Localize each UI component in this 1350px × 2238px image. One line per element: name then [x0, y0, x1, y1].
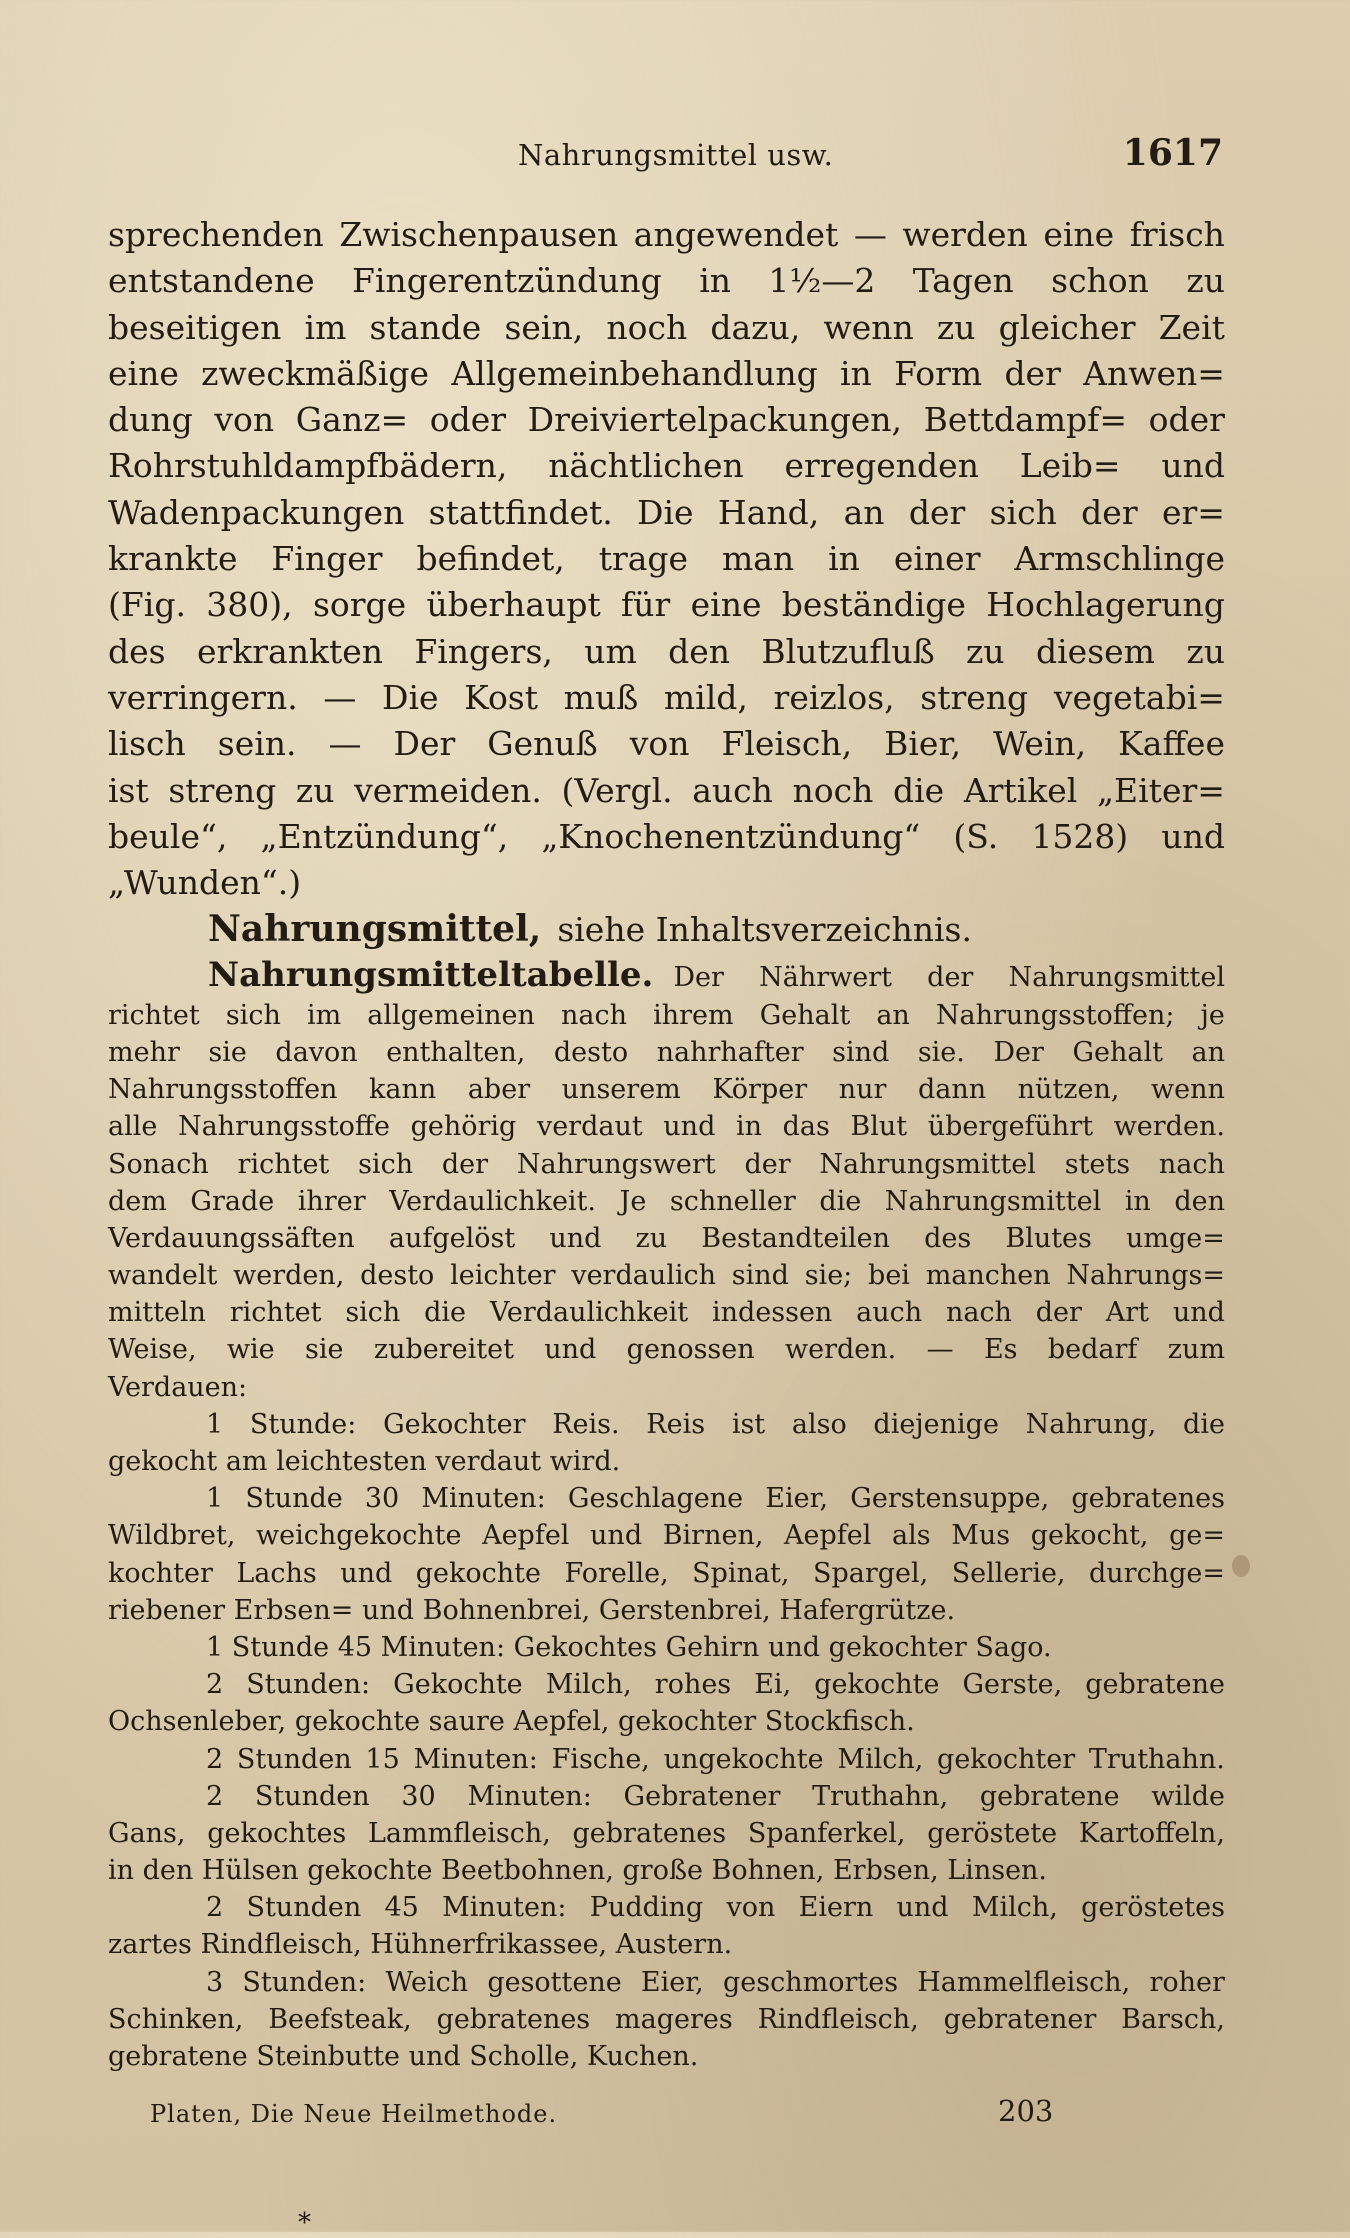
digestion-entry-cont: riebener Erbsen= und Bohnenbrei, Gerstenbrei, Hafergrütze.: [108, 1594, 956, 1626]
text-line: Sonach richtet sich der Nahrungswert der Nahrungsmittel stets nach: [108, 1148, 1225, 1180]
body-text: [108, 212, 1225, 2075]
text-line: „Wunden“.): [108, 863, 302, 903]
text-line: Weise, wie sie zubereitet und genossen werden. — Es bedarf zum: [108, 1334, 1225, 1366]
text-line: beule“, „Entzündung“, „Knochenentzündung“ (S. 1528) und: [108, 816, 1225, 856]
text-line: dung von Ganz= oder Dreiviertelpackungen, Bettdampf= oder: [108, 400, 1225, 440]
text-line: mitteln richtet sich die Verdaulichkeit indessen auch nach der Art und: [108, 1297, 1225, 1329]
entry-first-line: Der Nährwert der Nahrungsmittel: [673, 961, 1225, 993]
text-line: ist streng zu vermeiden. (Vergl. auch noch die Artikel „Eiter=: [108, 770, 1225, 810]
entry-text: siehe Inhaltsverzeichnis.: [557, 910, 972, 950]
text-line: eine zweckmäßige Allgemeinbehandlung in Form der Anwen=: [108, 353, 1225, 393]
text-line: Nahrungsstoffen kann aber unserem Körper nur dann nützen, wenn: [108, 1074, 1225, 1106]
entry-headword: Nahrungsmitteltabelle.: [208, 954, 654, 995]
digestion-entry-cont: Gans, gekochtes Lammfleisch, gebratenes Spanferkel, geröstete Kartoffeln,: [108, 1817, 1225, 1849]
running-title: Nahrungsmittel usw.: [518, 138, 834, 172]
digestion-entry-first: 2 Stunden 45 Minuten: Pudding von Eiern und Milch, geröstetes: [206, 1892, 1225, 1924]
text-line: Wadenpackungen stattfindet. Die Hand, an der sich der er=: [108, 492, 1225, 532]
paper-stain: [1232, 1555, 1250, 1577]
paragraph-fingerentzuendung: [108, 212, 1225, 953]
text-line: krankte Finger befindet, trage man in einer Armschlinge: [108, 539, 1225, 579]
digestion-entry-cont: gebratene Steinbutte und Scholle, Kuchen.: [108, 2041, 699, 2072]
text-line: verringern. — Die Kost muß mild, reizlos, streng vegetabi=: [108, 677, 1225, 717]
text-line: sprechenden Zwischenpausen angewendet — werden eine frisch: [108, 215, 1225, 254]
entry-nahrungsmittel: [108, 906, 1225, 952]
sheet-number: 203: [998, 2094, 1054, 2128]
text-line: beseitigen im stande sein, noch dazu, wenn zu gleicher Zeit: [108, 307, 1225, 347]
entry-nahrungsmitteltabelle: [108, 953, 1225, 997]
text-line: alle Nahrungsstoffe gehörig verdaut und in das Blut übergeführt werden.: [108, 1111, 1225, 1143]
running-head: [108, 128, 1223, 178]
digestion-entry-cont: Wildbret, weichgekochte Aepfel und Birnen, Aepfel als Mus gekocht, ge=: [108, 1520, 1225, 1552]
page-number: 1617: [1122, 132, 1223, 174]
paragraph-nahrungsmitteltabelle: [108, 953, 1225, 2075]
digestion-entry-first: 2 Stunden 15 Minuten: Fische, ungekochte Milch, gekochter Truthahn.: [206, 1743, 1225, 1775]
digestion-entry-cont: Ochsenleber, gekochte saure Aepfel, gekochter Stockfisch.: [108, 1706, 915, 1738]
entry-headword: Nahrungsmittel,: [208, 908, 542, 951]
digestion-entry-cont: zartes Rindfleisch, Hühnerfrikassee, Austern.: [108, 1929, 733, 1961]
digestion-entry-first: 1 Stunde: Gekochter Reis. Reis ist also diejenige Nahrung, die: [206, 1408, 1225, 1440]
printer-mark: *: [298, 2208, 311, 2238]
text-line: lisch sein. — Der Genuß von Fleisch, Bier, Wein, Kaffee: [108, 724, 1225, 764]
text-line: mehr sie davon enthalten, desto nahrhafter sind sie. Der Gehalt an: [108, 1036, 1225, 1068]
page-footer: [150, 2094, 1054, 2144]
digestion-entry-cont: kochter Lachs und gekochte Forelle, Spinat, Spargel, Sellerie, durchge=: [108, 1557, 1225, 1589]
digestion-entry-cont: gekocht am leichtesten verdaut wird.: [108, 1446, 621, 1477]
digestion-entry-first: 1 Stunde 45 Minuten: Gekochtes Gehirn und gekochter Sago.: [206, 1631, 1052, 1663]
digestion-entry-first: 1 Stunde 30 Minuten: Geschlagene Eier, Gerstensuppe, gebratenes: [206, 1483, 1225, 1515]
digestion-entry-first: 2 Stunden 30 Minuten: Gebratener Truthahn, gebratene wilde: [206, 1780, 1225, 1812]
digestion-entry-cont: in den Hülsen gekochte Beetbohnen, große Bohnen, Erbsen, Linsen.: [108, 1855, 1048, 1887]
digestion-entry-first: 3 Stunden: Weich gesottene Eier, geschmortes Hammelfleisch, roher: [206, 1966, 1225, 1998]
text-line: wandelt werden, desto leichter verdaulich sind sie; bei manchen Nahrungs=: [108, 1260, 1225, 1292]
text-line: richtet sich im allgemeinen nach ihrem Gehalt an Nahrungsstoffen; je: [108, 999, 1225, 1031]
text-line: des erkrankten Fingers, um den Blutzufluß zu diesem zu: [108, 631, 1225, 671]
text-line: Verdauungssäften aufgelöst und zu Bestandteilen des Blutes umge=: [108, 1222, 1225, 1254]
text-line: entstandene Fingerentzündung in 1½—2 Tagen schon zu: [108, 261, 1225, 301]
text-line: Verdauen:: [108, 1371, 248, 1403]
text-line: dem Grade ihrer Verdaulichkeit. Je schneller die Nahrungsmittel in den: [108, 1185, 1225, 1217]
signature-line: Platen, Die Neue Heilmethode.: [150, 2100, 558, 2128]
digestion-entry-cont: Schinken, Beefsteak, gebratenes mageres Rindfleisch, gebratener Barsch,: [108, 2003, 1225, 2035]
text-line: (Fig. 380), sorge überhaupt für eine beständige Hochlagerung: [108, 585, 1225, 625]
digestion-entry-first: 2 Stunden: Gekochte Milch, rohes Ei, gekochte Gerste, gebratene: [206, 1669, 1225, 1701]
text-line: Rohrstuhldampfbädern, nächtlichen erregenden Leib= und: [108, 446, 1225, 486]
